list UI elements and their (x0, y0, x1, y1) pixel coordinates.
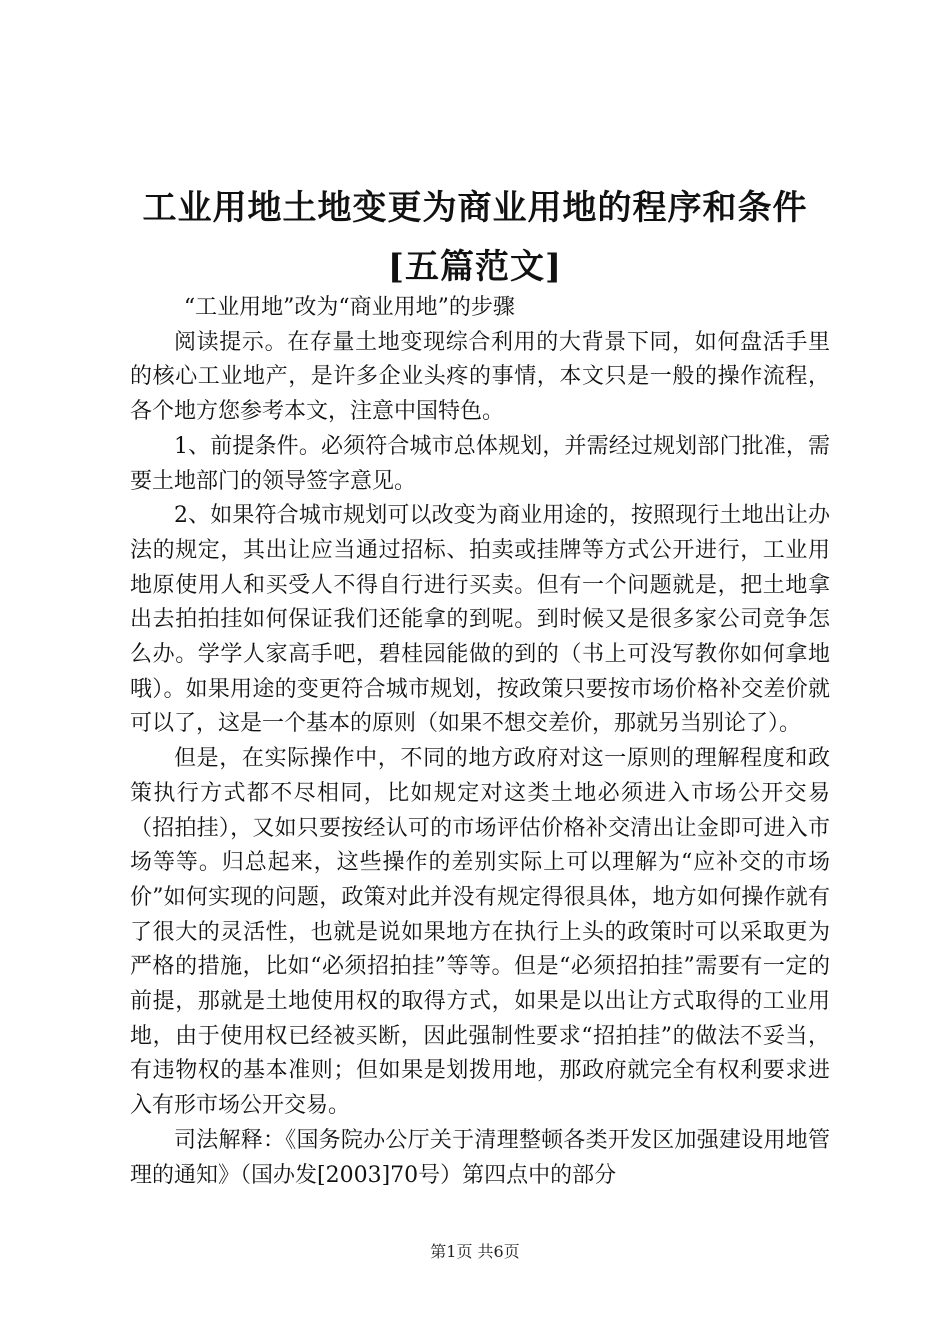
document-title-line2: [五篇范文] (387, 247, 563, 287)
paragraph-precondition: 1、前提条件。必须符合城市总体规划，并需经过规划部门批准，需要土地部门的领导签字意见。 (130, 433, 830, 494)
paragraph-practice: 但是，在实际操作中，不同的地方政府对这一原则的理解程度和政策执行方式都不尽相同，比如规定对这类土地必须进入市场公开交易（招拍挂），又如只要按经认可的市场评估价格补交清出让金即可进入市场等等。归总起来，这些操作的差别实际上可以理解为“应补交的市场价”如何实现的问题，政策对此并没有规定得很具体，地方如何操作就有了很大的灵活性，也就是说如果地方在执行上头的政策时可以采取更为严格的措施，比如“必须招拍挂”等等。但是“必须招拍挂”需要有一定的前提，那就是土地使用权的取得方式，如果是以出让方式取得的工业用地，由于使用权已经被买断，因此强制性要求“招拍挂”的做法不妥当，有违物权的基本准则；但如果是划拨用地，那政府就完全有权利要求进入有形市场公开交易。 (130, 746, 830, 1119)
paragraph-planning: 2、如果符合城市规划可以改变为商业用途的，按照现行土地出让办法的规定，其出让应当通过招标、拍卖或挂牌等方式公开进行，工业用地原使用人和买受人不得自行进行买卖。但有一个问题就是，把土地拿出去拍拍挂如何保证我们还能拿的到呢。到时候又是很多家公司竞争怎么办。学学人家高手吧，碧桂园能做的到的（书上可没写教你如何拿地哦）。如果用途的变更符合城市规划，按政策只要按市场价格补交差价就可以了，这是一个基本的原则（如果不想交差价，那就另当别论了）。 (130, 503, 830, 737)
document-body (130, 291, 830, 1193)
page-footer: 第1页 共6页 (430, 1242, 520, 1261)
section-heading: “工业用地”改为“商业用地”的步骤 (183, 295, 515, 320)
paragraph-reading-tip: 阅读提示。在存量土地变现综合利用的大背景下同，如何盘活手里的核心工业地产，是许多企业头疼的事情，本文只是一般的操作流程，各个地方您参考本文，注意中国特色。 (130, 329, 830, 425)
paragraph-judicial-interpretation: 司法解释：《国务院办公厅关于清理整顿各类开发区加强建设用地管理的通知》（国办发[2003]70号）第四点中的部分 (130, 1127, 830, 1188)
document-title-line1: 工业用地土地变更为商业用地的程序和条件 (142, 188, 808, 228)
